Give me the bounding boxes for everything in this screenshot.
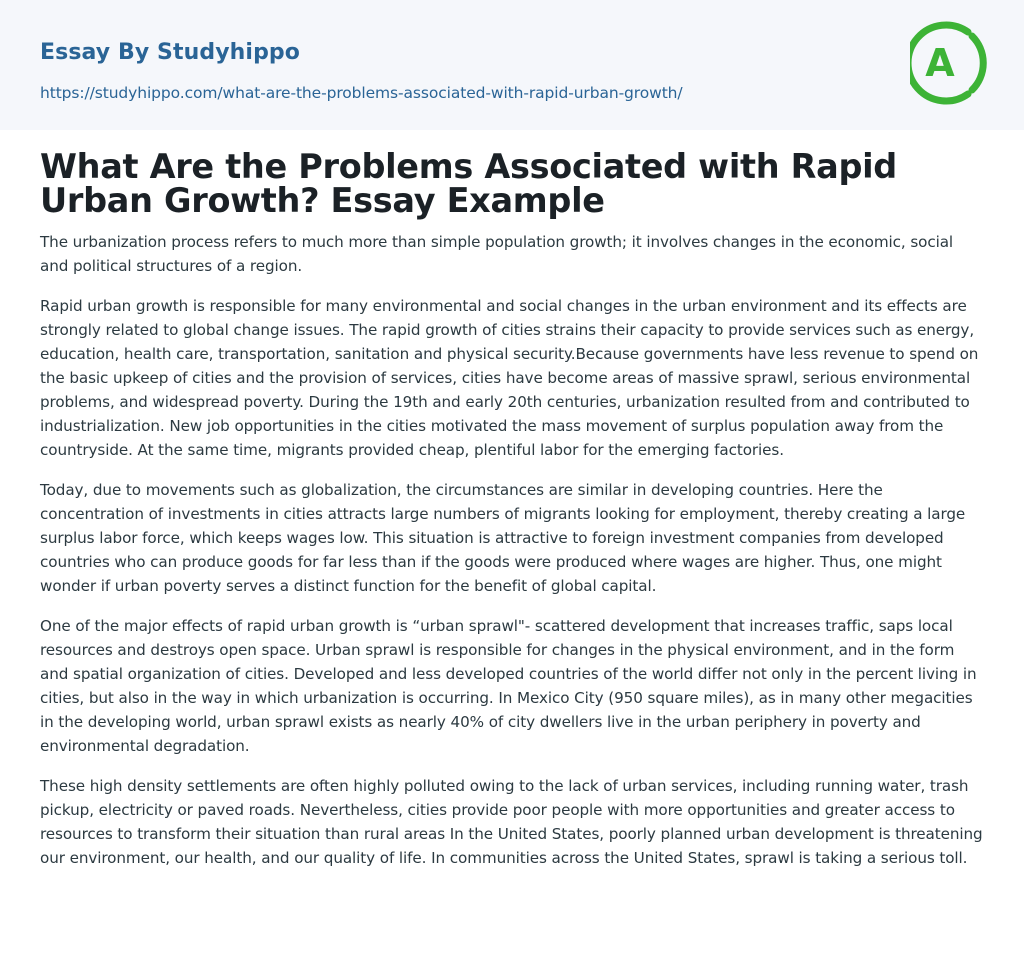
article-paragraph: These high density settlements are often highly polluted owing to the lack of urban services, including running water, trash pickup, electricity or paved roads. Nevertheless, cities provide poor people with more opportunities and greater access to resources to transform their situation than rural areas In the United States, poorly planned urban development is threatening our environment, our health, and our quality of life. In communities across the United States, sprawl is taking a serious toll. [40,777,983,867]
article [40,147,984,870]
logo-letter: A [925,41,955,85]
article-url-link[interactable]: https://studyhippo.com/what-are-the-problems-associated-with-rapid-urban-growth/ [40,84,683,102]
article-paragraph: Rapid urban growth is responsible for many environmental and social changes in the urban environment and its effects are strongly related to global change issues. The rapid growth of cities strains their capacity to provide services such as energy, education, health care, transportation, sanitation and physical security.Because governments have less revenue to spend on the basic upkeep of cities and the provision of services, cities have become areas of massive sprawl, serious environmental problems, and widespread poverty. During the 19th and early 20th centuries, urbanization resulted from and contributed to industrialization. New job opportunities in the cities motivated the mass movement of surplus population away from the countryside. At the same time, migrants provided cheap, plentiful labor for the emerging factories. [40,297,979,459]
studyhippo-logo-icon[interactable] [910,18,990,108]
article-paragraph: Today, due to movements such as globalization, the circumstances are similar in developing countries. Here the concentration of investments in cities attracts large numbers of migrants looking for employment, thereby creating a large surplus labor force, which keeps wages low. This situation is attractive to foreign investment companies from developed countries who can produce goods for far less than if the goods were produced where wages are higher. Thus, one might wonder if urban poverty serves a distinct function for the benefit of global capital. [40,481,966,595]
site-brand[interactable]: Essay By Studyhippo [40,40,300,65]
page-header [0,0,1024,130]
article-title: What Are the Problems Associated with Rapid Urban Growth? Essay Example [40,147,897,220]
article-paragraph: The urbanization process refers to much more than simple population growth; it involves changes in the economic, social and political structures of a region. [40,233,954,275]
article-paragraph: One of the major effects of rapid urban growth is “urban sprawl"- scattered development that increases traffic, saps local resources and destroys open space. Urban sprawl is responsible for changes in the physical environment, and in the form and spatial organization of cities. Developed and less developed countries of the world differ not only in the percent living in cities, but also in the way in which urbanization is occurring. In Mexico City (950 square miles), as in many other megacities in the developing world, urban sprawl exists as nearly 40% of city dwellers live in the urban periphery in poverty and environmental degradation. [40,617,977,755]
